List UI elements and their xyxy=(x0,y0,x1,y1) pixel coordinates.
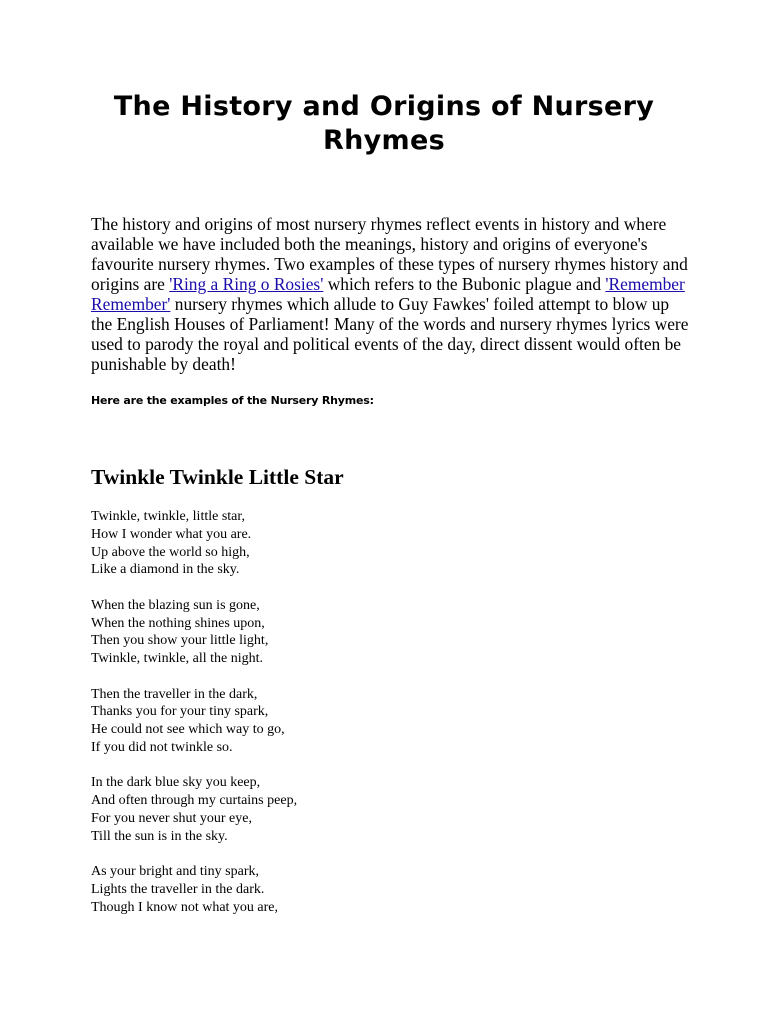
poem-body xyxy=(91,508,491,934)
intro-line xyxy=(91,294,691,314)
intro-link[interactable]: 'Remember xyxy=(605,274,685,294)
poem-line: When the nothing shines upon, xyxy=(91,615,265,631)
intro-link[interactable]: 'Ring a Ring o Rosies' xyxy=(169,274,324,294)
poem-line: Till the sun is in the sky. xyxy=(91,828,228,844)
poem-line: In the dark blue sky you keep, xyxy=(91,775,261,791)
intro-text: The history and origins of most nursery rhymes reflect events in history and where xyxy=(91,214,667,234)
poem-line: Up above the world so high, xyxy=(91,544,250,560)
intro-line xyxy=(91,214,691,234)
page-title-line-2: Rhymes xyxy=(323,125,445,156)
intro-text: punishable by death! xyxy=(91,354,236,374)
poem-line: Like a diamond in the sky. xyxy=(91,562,240,578)
intro-text: origins are xyxy=(91,274,170,294)
poem-stanza xyxy=(91,508,491,579)
intro-line xyxy=(91,274,691,294)
intro-text: nursery rhymes which allude to Guy Fawkes' foiled attempt to blow up xyxy=(170,294,670,314)
intro-line xyxy=(91,234,691,254)
intro-paragraph xyxy=(91,214,691,374)
poem-line: He could not see which way to go, xyxy=(91,722,285,738)
intro-text: used to parody the royal and political events of the day, direct dissent would often be xyxy=(91,334,681,354)
intro-text: the English Houses of Parliament! Many of the words and nursery rhymes lyrics were xyxy=(91,314,689,334)
intro-link[interactable]: Remember' xyxy=(91,294,171,314)
poem-line: Lights the traveller in the dark. xyxy=(91,881,265,897)
poem-line: As your bright and tiny spark, xyxy=(91,864,259,880)
poem-title: Twinkle Twinkle Little Star xyxy=(91,465,344,489)
intro-text: which refers to the Bubonic plague and xyxy=(323,274,606,294)
poem-line: Then you show your little light, xyxy=(91,633,269,649)
intro-text: available we have included both the meanings, history and origins of everyone's xyxy=(91,234,648,254)
poem-line: When the blazing sun is gone, xyxy=(91,597,260,613)
poem-stanza xyxy=(91,863,491,916)
intro-text: favourite nursery rhymes. Two examples of these types of nursery rhymes history and xyxy=(91,254,688,274)
poem-line: Twinkle, twinkle, all the night. xyxy=(91,651,264,667)
poem-line: Twinkle, twinkle, little star, xyxy=(91,509,245,524)
poem-line: If you did not twinkle so. xyxy=(91,739,233,755)
page-title xyxy=(90,90,678,158)
poem-line: How I wonder what you are. xyxy=(91,526,252,542)
poem-line: Then the traveller in the dark, xyxy=(91,686,258,702)
poem-stanza xyxy=(91,686,491,757)
intro-line xyxy=(91,334,691,354)
examples-note: Here are the examples of the Nursery Rhymes: xyxy=(91,394,374,407)
poem-stanza xyxy=(91,597,491,668)
intro-line xyxy=(91,354,691,374)
intro-line xyxy=(91,314,691,334)
poem-line: Though I know not what you are, xyxy=(91,899,279,915)
page-title-line-1: The History and Origins of Nursery xyxy=(113,91,655,122)
poem-line: And often through my curtains peep, xyxy=(91,793,298,809)
poem-line: Thanks you for your tiny spark, xyxy=(91,704,269,720)
poem-line: For you never shut your eye, xyxy=(91,810,252,826)
intro-line xyxy=(91,254,691,274)
poem-stanza xyxy=(91,774,491,845)
